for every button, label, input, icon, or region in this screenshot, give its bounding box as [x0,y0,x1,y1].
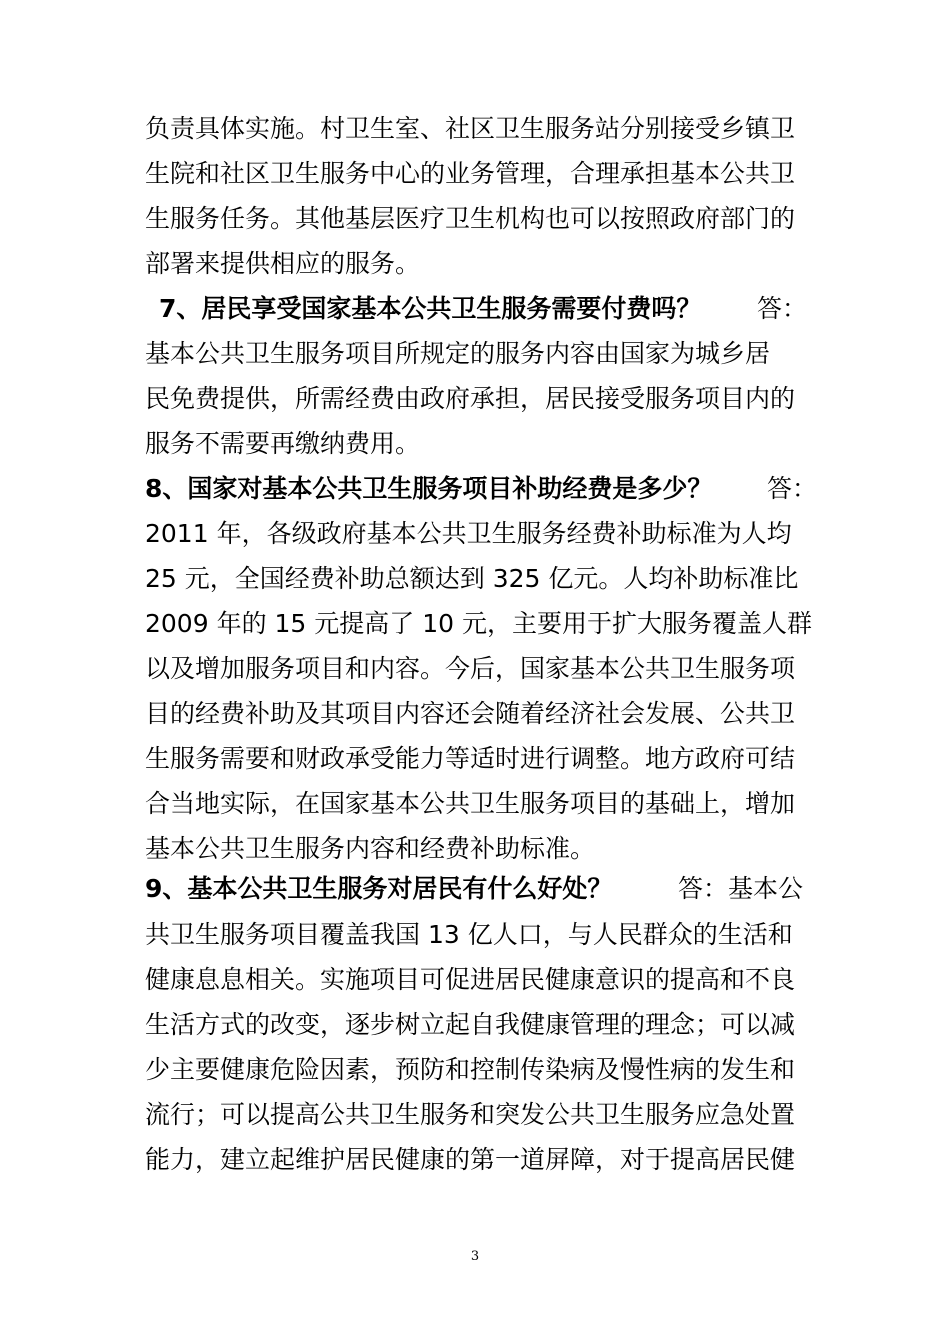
answer-9-line: 共卫生服务项目覆盖我国 13 亿人口，与人民群众的生活和 [145,920,793,949]
question-9-row [145,866,845,911]
body-line: 部署来提供相应的服务。 [145,249,421,278]
question-7: 7、居民享受国家基本公共卫生服务需要付费吗？ [159,294,702,323]
answer-9-line: 流行；可以提高公共卫生服务和突发公共卫生服务应急处置 [145,1100,796,1129]
answer-8-line: 以及增加服务项目和内容。今后，国家基本公共卫生服务项 [145,654,796,683]
body-line: 生院和社区卫生服务中心的业务管理，合理承担基本公共卫 [145,159,796,188]
answer-9-line: 生活方式的改变，逐步树立起自我健康管理的理念；可以减 [145,1010,796,1039]
answer-8-line: 25 元，全国经费补助总额达到 325 亿元。人均补助标准比 [145,564,799,593]
answer-7-line: 民免费提供，所需经费由政府承担，居民接受服务项目内的 [145,384,796,413]
question-8: 8、国家对基本公共卫生服务项目补助经费是多少？ [145,474,713,503]
answer-8-line: 2009 年的 15 元提高了 10 元，主要用于扩大服务覆盖人群 [145,609,812,638]
answer-8-line: 生服务需要和财政承受能力等适时进行调整。地方政府可结 [145,744,796,773]
answer-8-prefix: 答： [767,474,818,503]
page-number: 3 [470,1249,480,1264]
question-8-row [145,466,845,511]
answer-9-line: 少主要健康危险因素，预防和控制传染病及慢性病的发生和 [145,1055,796,1084]
answer-9-line: 健康息息相关。实施项目可促进居民健康意识的提高和不良 [145,965,796,994]
answer-8-line: 合当地实际，在国家基本公共卫生服务项目的基础上，增加 [145,789,796,818]
answer-7-line: 服务不需要再缴纳费用。 [145,429,421,458]
answer-9-line: 能力，建立起维护居民健康的第一道屏障，对于提高居民健 [145,1145,796,1174]
question-7-row [145,286,845,331]
answer-8-line: 2011 年，各级政府基本公共卫生服务经费补助标准为人均 [145,519,792,548]
question-9: 9、基本公共卫生服务对居民有什么好处？ [145,874,613,903]
answer-8-line: 基本公共卫生服务内容和经费补助标准。 [145,834,596,863]
answer-8-line: 目的经费补助及其项目内容还会随着经济社会发展、公共卫 [145,699,796,728]
body-line: 负责具体实施。村卫生室、社区卫生服务站分别接受乡镇卫 [145,114,796,143]
answer-7-prefix: 答： [757,294,808,323]
body-line: 生服务任务。其他基层医疗卫生机构也可以按照政府部门的 [145,204,796,233]
answer-7-line: 基本公共卫生服务项目所规定的服务内容由国家为城乡居 [145,339,771,368]
answer-9-prefix: 答：基本公 [678,874,804,903]
